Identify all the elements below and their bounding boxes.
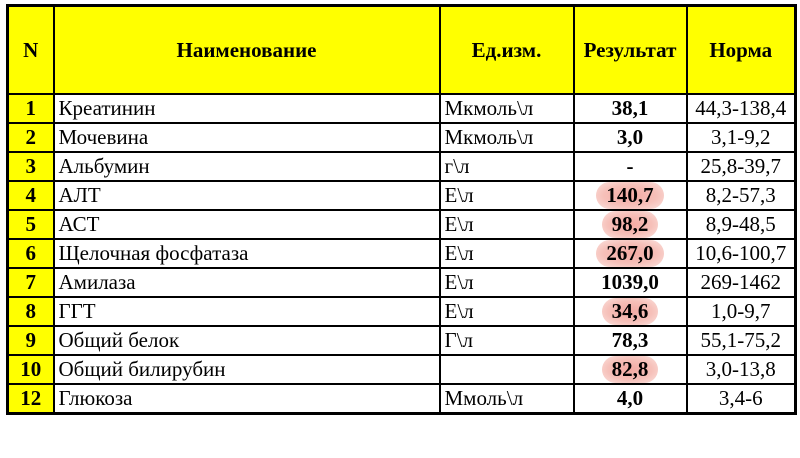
test-norm: 3,0-13,8 bbox=[687, 355, 796, 384]
test-norm: 55,1-75,2 bbox=[687, 326, 796, 355]
test-result bbox=[574, 152, 687, 181]
test-norm: 3,1-9,2 bbox=[687, 123, 796, 152]
test-norm: 8,2-57,3 bbox=[687, 181, 796, 210]
test-name: АСТ bbox=[54, 210, 440, 239]
test-name: Мочевина bbox=[54, 123, 440, 152]
test-unit: г\л bbox=[440, 152, 574, 181]
row-number: 12 bbox=[8, 384, 54, 414]
row-number: 10 bbox=[8, 355, 54, 384]
result-value: 3,0 bbox=[616, 125, 644, 149]
result-value: 34,6 bbox=[602, 298, 659, 325]
row-number: 1 bbox=[8, 94, 54, 123]
test-unit: Е\л bbox=[440, 210, 574, 239]
test-name: Глюкоза bbox=[54, 384, 440, 414]
test-name: Креатинин bbox=[54, 94, 440, 123]
test-unit bbox=[440, 355, 574, 384]
table-row bbox=[8, 152, 796, 181]
row-number: 9 bbox=[8, 326, 54, 355]
test-result bbox=[574, 297, 687, 326]
test-unit: Г\л bbox=[440, 326, 574, 355]
lab-results-table bbox=[6, 4, 797, 415]
test-norm: 8,9-48,5 bbox=[687, 210, 796, 239]
test-result bbox=[574, 355, 687, 384]
test-unit: Е\л bbox=[440, 297, 574, 326]
header-unit: Ед.изм. bbox=[440, 6, 574, 95]
header-name: Наименование bbox=[54, 6, 440, 95]
row-number: 2 bbox=[8, 123, 54, 152]
test-result bbox=[574, 268, 687, 297]
test-name: Альбумин bbox=[54, 152, 440, 181]
test-name: Общий белок bbox=[54, 326, 440, 355]
result-value: 98,2 bbox=[602, 211, 659, 238]
test-name: ГГТ bbox=[54, 297, 440, 326]
result-value: 267,0 bbox=[596, 240, 663, 267]
result-value: 1039,0 bbox=[601, 270, 659, 294]
test-result bbox=[574, 181, 687, 210]
table-row bbox=[8, 239, 796, 268]
result-value: 38,1 bbox=[611, 96, 649, 120]
test-result bbox=[574, 384, 687, 414]
test-norm: 269-1462 bbox=[687, 268, 796, 297]
result-value: - bbox=[626, 154, 634, 178]
test-result bbox=[574, 210, 687, 239]
test-result bbox=[574, 326, 687, 355]
row-number: 6 bbox=[8, 239, 54, 268]
test-norm: 3,4-6 bbox=[687, 384, 796, 414]
row-number: 5 bbox=[8, 210, 54, 239]
table-row bbox=[8, 326, 796, 355]
table-row bbox=[8, 123, 796, 152]
row-number: 3 bbox=[8, 152, 54, 181]
lab-results-document bbox=[6, 4, 797, 415]
test-unit: Е\л bbox=[440, 239, 574, 268]
table-row bbox=[8, 297, 796, 326]
row-number: 4 bbox=[8, 181, 54, 210]
table-row bbox=[8, 181, 796, 210]
test-norm: 25,8-39,7 bbox=[687, 152, 796, 181]
table-header-row bbox=[8, 6, 796, 95]
test-name: Щелочная фосфатаза bbox=[54, 239, 440, 268]
test-unit: Е\л bbox=[440, 268, 574, 297]
table-row bbox=[8, 384, 796, 414]
table-row bbox=[8, 355, 796, 384]
test-name: АЛТ bbox=[54, 181, 440, 210]
row-number: 7 bbox=[8, 268, 54, 297]
result-value: 4,0 bbox=[616, 386, 644, 410]
header-num: N bbox=[8, 6, 54, 95]
header-norm: Норма bbox=[687, 6, 796, 95]
result-value: 140,7 bbox=[596, 182, 663, 209]
header-result: Результат bbox=[574, 6, 687, 95]
test-norm: 44,3-138,4 bbox=[687, 94, 796, 123]
test-unit: Мкмоль\л bbox=[440, 94, 574, 123]
test-name: Амилаза bbox=[54, 268, 440, 297]
test-result bbox=[574, 239, 687, 268]
result-value: 78,3 bbox=[611, 328, 649, 352]
test-unit: Ммоль\л bbox=[440, 384, 574, 414]
result-value: 82,8 bbox=[602, 356, 659, 383]
table-body bbox=[8, 94, 796, 414]
row-number: 8 bbox=[8, 297, 54, 326]
table-row bbox=[8, 94, 796, 123]
test-norm: 10,6-100,7 bbox=[687, 239, 796, 268]
test-unit: Мкмоль\л bbox=[440, 123, 574, 152]
test-name: Общий билирубин bbox=[54, 355, 440, 384]
table-row bbox=[8, 210, 796, 239]
test-unit: Е\л bbox=[440, 181, 574, 210]
test-result bbox=[574, 123, 687, 152]
table-row bbox=[8, 268, 796, 297]
test-norm: 1,0-9,7 bbox=[687, 297, 796, 326]
test-result bbox=[574, 94, 687, 123]
